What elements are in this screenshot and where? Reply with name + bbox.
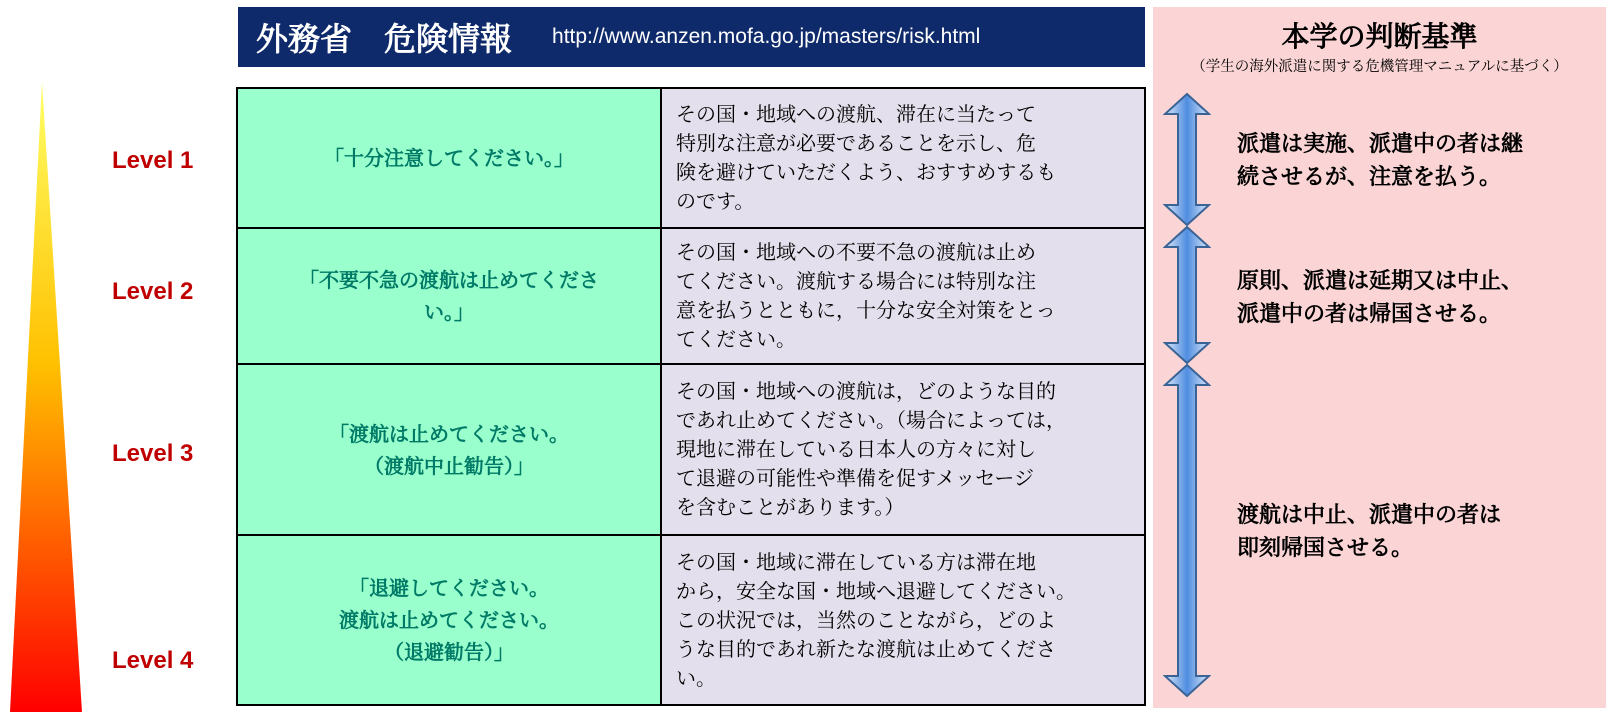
- level-1-label: Level 1: [112, 147, 194, 174]
- level-3-label: Level 3: [112, 440, 194, 467]
- advice-text: 「十分注意してください。」: [324, 146, 574, 170]
- table-row: [237, 88, 1145, 228]
- level-4-label: Level 4: [112, 647, 194, 674]
- risk-level-table: [236, 87, 1146, 706]
- description-cell: [661, 228, 1145, 364]
- description-cell: [661, 535, 1145, 705]
- table-row: [237, 228, 1145, 364]
- description-text: その国・地域への渡航、滞在に当たって 特別な注意が必要であることを示し、危 険を避けていただくよう、おすすめするも のです。: [676, 102, 1057, 213]
- level-2-label: Level 2: [112, 278, 194, 305]
- advice-text: 「不要不急の渡航は止めてくださ い。」: [299, 268, 599, 324]
- description-text: その国・地域への不要不急の渡航は止め てください。渡航する場合には特別な注 意を払うとともに，十分な安全対策をとっ てください。: [676, 240, 1056, 351]
- mofa-banner: [238, 7, 1145, 67]
- advice-cell: [237, 364, 661, 535]
- decision-level-1: 派遣は実施、派遣中の者は継 続させるが、注意を払う。: [1237, 132, 1524, 190]
- university-criteria-panel: [1153, 7, 1606, 708]
- advice-cell: [237, 228, 661, 364]
- severity-gradient-triangle: [10, 82, 82, 712]
- criteria-subtitle: （学生の海外派遣に関する危機管理マニュアルに基づく）: [1191, 59, 1568, 75]
- advice-cell: [237, 88, 661, 228]
- range-double-arrow-icon: [1163, 363, 1211, 698]
- advice-text: 「渡航は止めてください。 （渡航中止勧告）」: [329, 421, 569, 478]
- table-row: [237, 535, 1145, 705]
- banner-title: 外務省 危険情報: [256, 20, 513, 58]
- description-cell: [661, 88, 1145, 228]
- banner-url-link[interactable]: http://www.anzen.mofa.go.jp/masters/risk.html: [552, 25, 981, 48]
- description-text: その国・地域への渡航は，どのような目的 であれ止めてください。（場合によっては， 現地に滞在している日本人の方々に対し て退避の可能性や準備を促すメッセージ を含むことがあります。）: [676, 379, 1066, 519]
- range-double-arrow-icon: [1163, 92, 1211, 227]
- range-double-arrow-icon: [1163, 225, 1211, 365]
- advice-text: 「退避してください。 渡航は止めてください。 （退避勧告）」: [339, 576, 559, 664]
- decision-level-2: 原則、派遣は延期又は中止、 派遣中の者は帰国させる。: [1237, 269, 1524, 327]
- description-text: その国・地域に滞在している方は滞在地 から，安全な国・地域へ退避してください。 この状況では，当然のことながら，どのよ うな目的であれ新たな渡航は止めてくださ い。: [676, 549, 1076, 690]
- criteria-title: 本学の判断基準: [1281, 20, 1478, 53]
- decision-level-3-4: 渡航は中止、派遣中の者は 即刻帰国させる。: [1237, 503, 1502, 561]
- table-row: [237, 364, 1145, 535]
- advice-cell: [237, 535, 661, 705]
- description-cell: [661, 364, 1145, 535]
